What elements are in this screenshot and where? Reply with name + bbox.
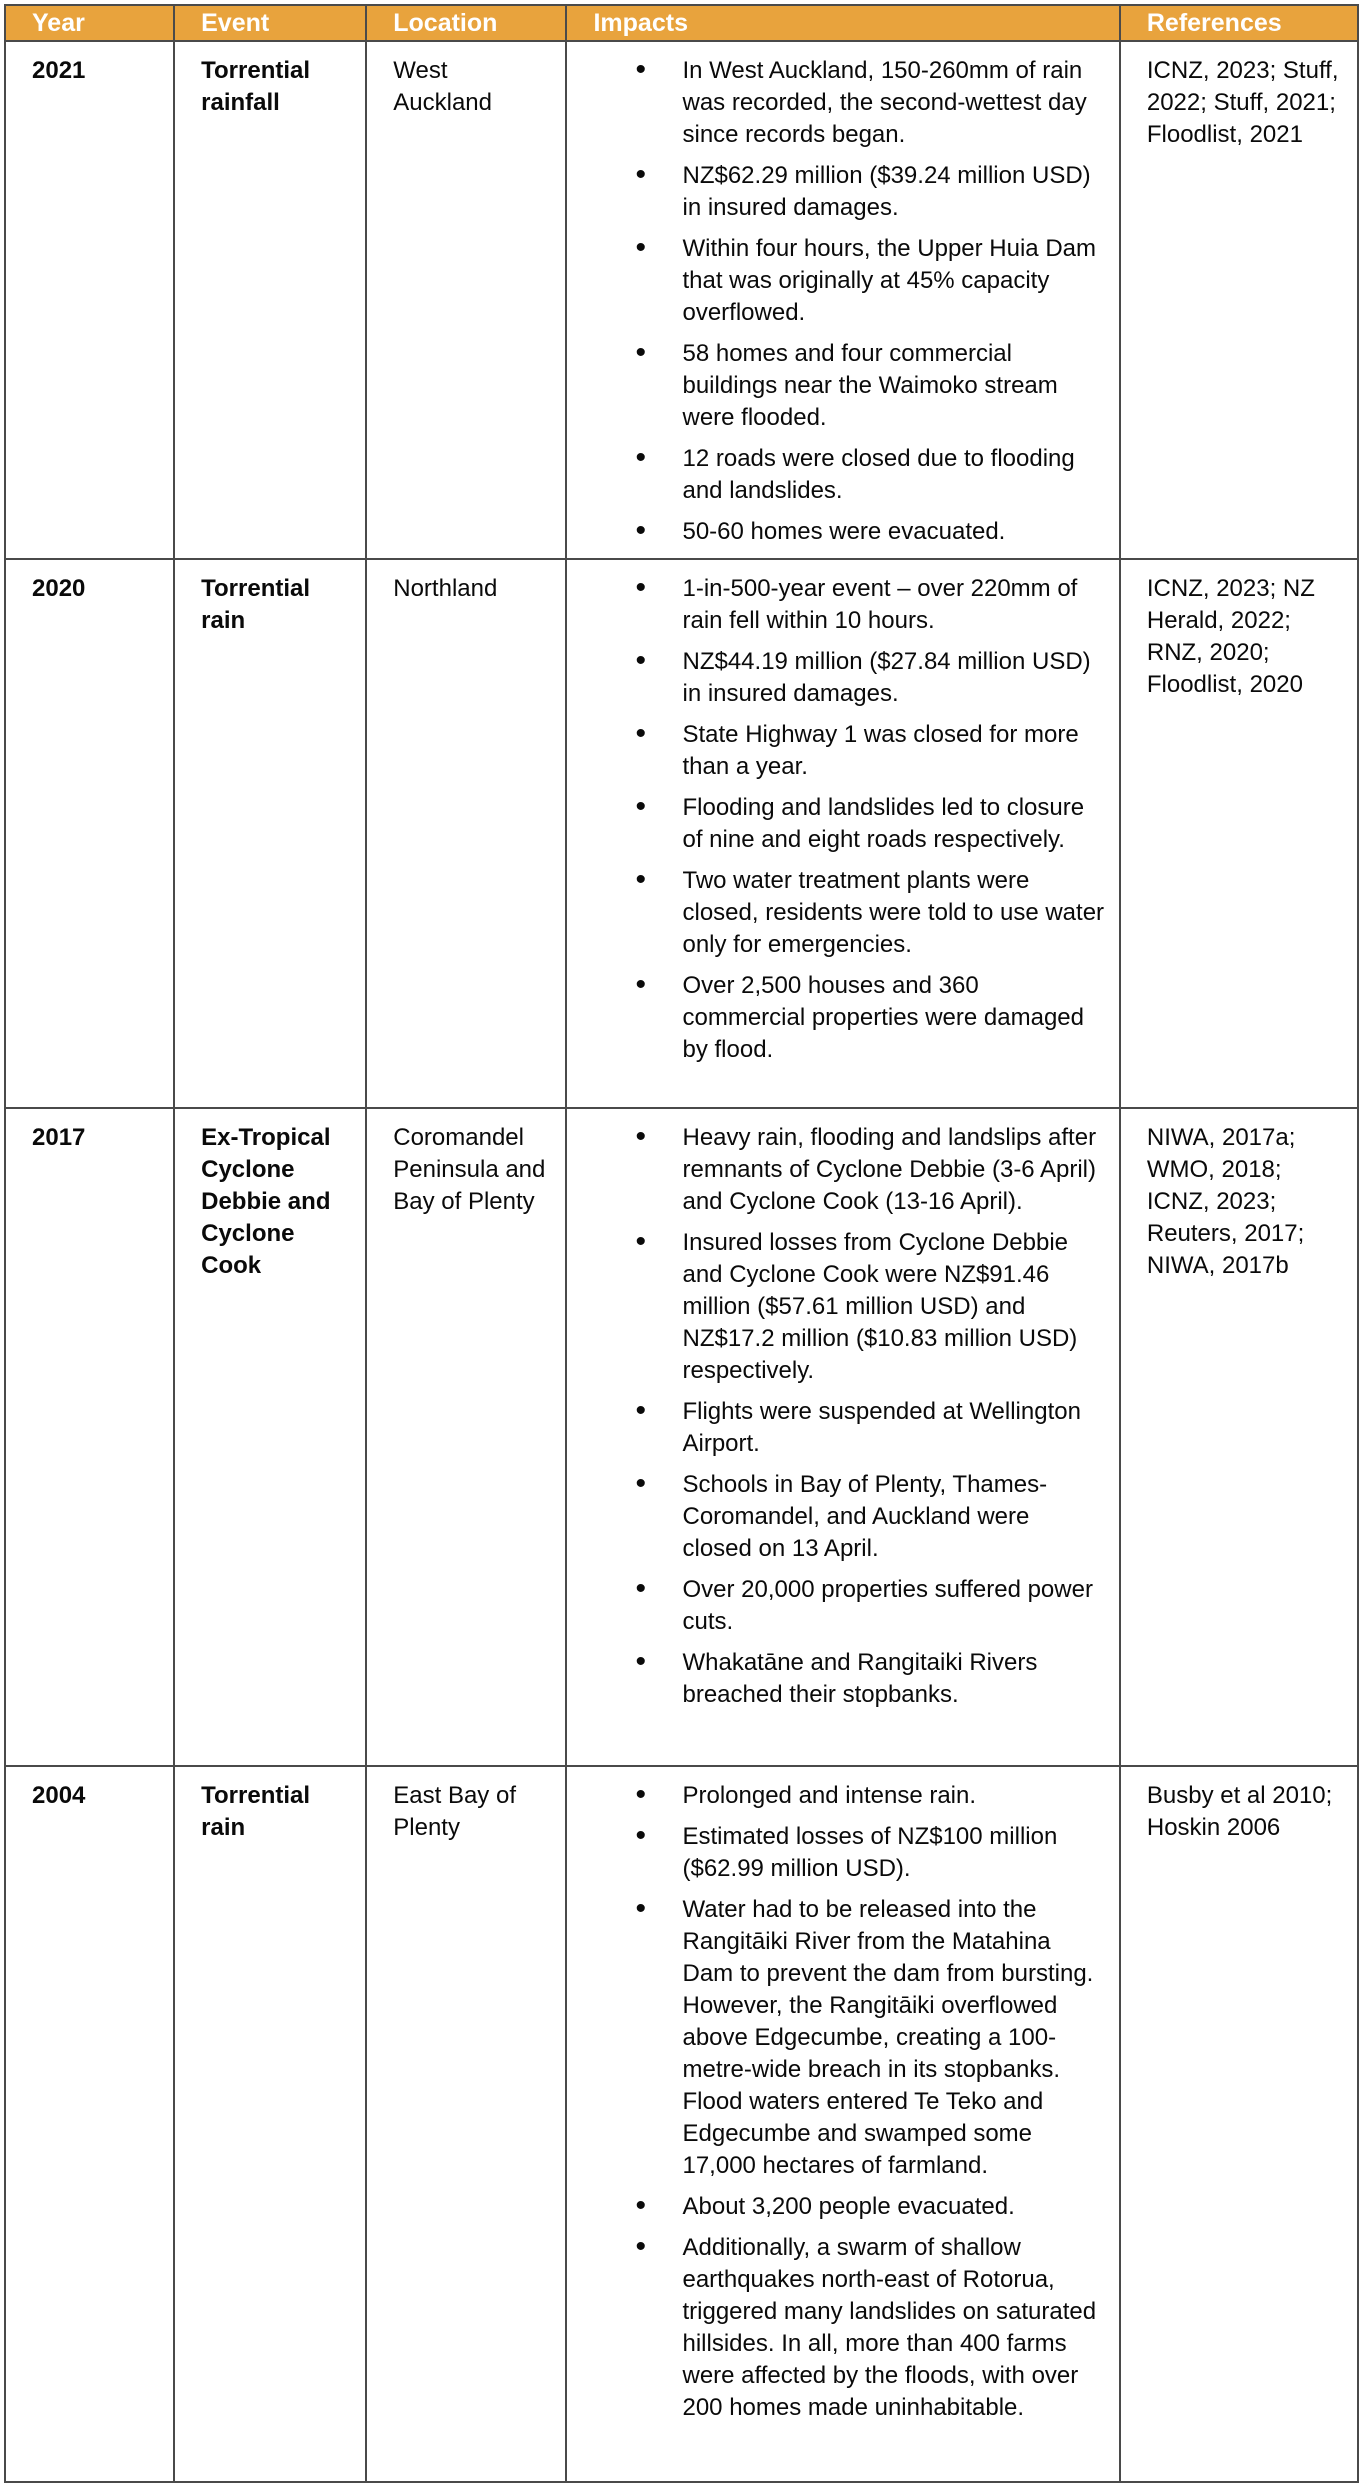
impacts-cell xyxy=(566,41,1119,559)
impacts-cell xyxy=(566,559,1119,1108)
impact-item: • Whakatāne and Rangitaiki Rivers breached their stopbanks. xyxy=(593,1647,1104,1711)
impact-item: • 50-60 homes were evacuated. xyxy=(593,516,1104,548)
table-row-2021 xyxy=(5,41,1358,559)
impact-item: • State Highway 1 was closed for more than a year. xyxy=(593,719,1104,783)
impact-item: • Over 20,000 properties suffered power cuts. xyxy=(593,1574,1104,1638)
table-row-2017 xyxy=(5,1108,1358,1766)
column-header-year: Year xyxy=(5,5,174,41)
impacts-list xyxy=(593,1122,1104,1711)
references-cell: ICNZ, 2023; Stuff, 2022; Stuff, 2021; Floodlist, 2021 xyxy=(1120,41,1358,559)
impacts-list xyxy=(593,1780,1104,2424)
references-cell: NIWA, 2017a; WMO, 2018; ICNZ, 2023; Reuters, 2017; NIWA, 2017b xyxy=(1120,1108,1358,1766)
impact-item: • Flights were suspended at Wellington Airport. xyxy=(593,1396,1104,1460)
column-header-location: Location xyxy=(366,5,566,41)
impacts-list xyxy=(593,55,1104,548)
impact-item: • Insured losses from Cyclone Debbie and Cyclone Cook were NZ$91.46 million ($57.61 million USD) and NZ$17.2 million ($10.83 million USD) respectively. xyxy=(593,1227,1104,1387)
header-row xyxy=(5,5,1358,41)
table-row-2004 xyxy=(5,1766,1358,2482)
location-cell: East Bay of Plenty xyxy=(366,1766,566,2482)
year-cell: 2021 xyxy=(5,41,174,559)
year-cell: 2004 xyxy=(5,1766,174,2482)
column-header-event: Event xyxy=(174,5,366,41)
impact-item: • Heavy rain, flooding and landslips after remnants of Cyclone Debbie (3-6 April) and Cyclone Cook (13-16 April). xyxy=(593,1122,1104,1218)
impact-item: • 1-in-500-year event – over 220mm of rain fell within 10 hours. xyxy=(593,573,1104,637)
column-header-references: References xyxy=(1120,5,1358,41)
impact-item: • About 3,200 people evacuated. xyxy=(593,2191,1104,2223)
event-cell: Ex-Tropical Cyclone Debbie and Cyclone Cook xyxy=(174,1108,366,1766)
column-header-impacts: Impacts xyxy=(566,5,1119,41)
location-cell: Northland xyxy=(366,559,566,1108)
impact-item: • Within four hours, the Upper Huia Dam that was originally at 45% capacity overflowed. xyxy=(593,233,1104,329)
location-cell: Coromandel Peninsula and Bay of Plenty xyxy=(366,1108,566,1766)
impacts-cell xyxy=(566,1766,1119,2482)
impact-item: • 12 roads were closed due to flooding and landslides. xyxy=(593,443,1104,507)
event-cell: Torrential rainfall xyxy=(174,41,366,559)
location-cell: West Auckland xyxy=(366,41,566,559)
impact-item: • In West Auckland, 150-260mm of rain was recorded, the second-wettest day since records began. xyxy=(593,55,1104,151)
extreme-weather-events-table xyxy=(4,4,1359,2483)
references-cell: Busby et al 2010; Hoskin 2006 xyxy=(1120,1766,1358,2482)
impact-item: • 58 homes and four commercial buildings near the Waimoko stream were flooded. xyxy=(593,338,1104,434)
impact-item: • NZ$62.29 million ($39.24 million USD) in insured damages. xyxy=(593,160,1104,224)
impact-item: • NZ$44.19 million ($27.84 million USD) in insured damages. xyxy=(593,646,1104,710)
impacts-list xyxy=(593,573,1104,1066)
impact-item: • Schools in Bay of Plenty, Thames-Coromandel, and Auckland were closed on 13 April. xyxy=(593,1469,1104,1565)
year-cell: 2020 xyxy=(5,559,174,1108)
impact-item: • Water had to be released into the Rangitāiki River from the Matahina Dam to prevent the dam from bursting. However, the Rangitāiki overflowed above Edgecumbe, creating a 100-metre-wide breach in its stopbanks. Flood waters entered Te Teko and Edgecumbe and swamped some 17,000 hectares of farmland. xyxy=(593,1894,1104,2182)
impact-item: • Estimated losses of NZ$100 million ($62.99 million USD). xyxy=(593,1821,1104,1885)
year-cell: 2017 xyxy=(5,1108,174,1766)
impact-item: • Prolonged and intense rain. xyxy=(593,1780,1104,1812)
table-row-2020 xyxy=(5,559,1358,1108)
impacts-cell xyxy=(566,1108,1119,1766)
impact-item: • Over 2,500 houses and 360 commercial properties were damaged by flood. xyxy=(593,970,1104,1066)
event-cell: Torrential rain xyxy=(174,1766,366,2482)
impact-item: • Flooding and landslides led to closure of nine and eight roads respectively. xyxy=(593,792,1104,856)
impact-item: • Two water treatment plants were closed, residents were told to use water only for emergencies. xyxy=(593,865,1104,961)
references-cell: ICNZ, 2023; NZ Herald, 2022; RNZ, 2020; Floodlist, 2020 xyxy=(1120,559,1358,1108)
impact-item: • Additionally, a swarm of shallow earthquakes north-east of Rotorua, triggered many landslides on saturated hillsides. In all, more than 400 farms were affected by the floods, with over 200 homes made uninhabitable. xyxy=(593,2232,1104,2424)
event-cell: Torrential rain xyxy=(174,559,366,1108)
